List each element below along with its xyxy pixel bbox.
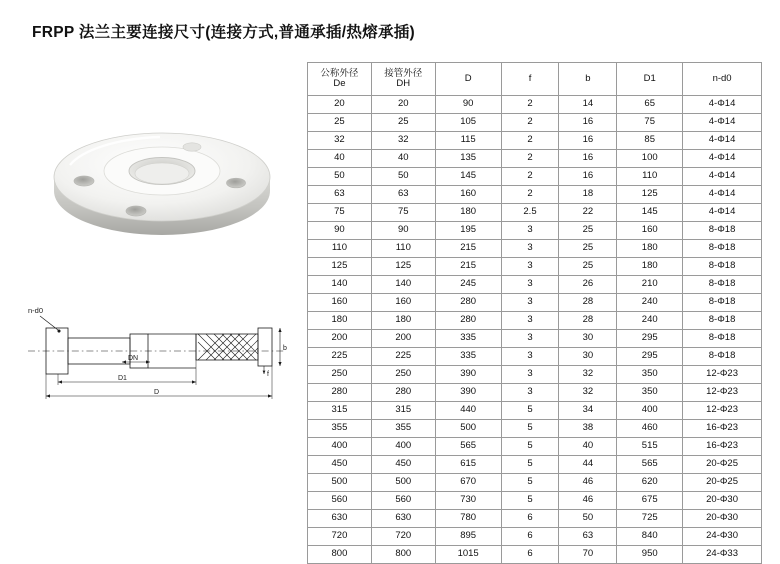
table-cell: 115: [435, 132, 501, 150]
table-cell: 63: [559, 528, 617, 546]
table-cell: 215: [435, 258, 501, 276]
table-cell: 1015: [435, 546, 501, 564]
table-cell: 800: [308, 546, 372, 564]
table-cell: 25: [308, 114, 372, 132]
table-cell: 20: [308, 96, 372, 114]
table-cell: 12-Φ23: [683, 366, 762, 384]
table-cell: 46: [559, 474, 617, 492]
table-cell: 720: [371, 528, 435, 546]
table-row: [308, 96, 762, 114]
table-column-header: [435, 63, 501, 96]
table-cell: 16: [559, 114, 617, 132]
column-header-line1: D1: [643, 72, 656, 84]
table-cell: 335: [435, 348, 501, 366]
table-cell: 245: [435, 276, 501, 294]
table-cell: 630: [308, 510, 372, 528]
table-cell: 620: [617, 474, 683, 492]
table-cell: 20-Φ30: [683, 492, 762, 510]
table-cell: 30: [559, 348, 617, 366]
table-cell: 16-Φ23: [683, 420, 762, 438]
table-cell: 8-Φ18: [683, 348, 762, 366]
table-cell: 110: [617, 168, 683, 186]
table-cell: 20-Φ30: [683, 510, 762, 528]
table-cell: 560: [371, 492, 435, 510]
table-cell: 14: [559, 96, 617, 114]
table-cell: 500: [308, 474, 372, 492]
table-cell: 160: [308, 294, 372, 312]
table-row: [308, 528, 762, 546]
column-header-line2: De: [333, 78, 346, 89]
table-column-header: [308, 63, 372, 96]
table-cell: 615: [435, 456, 501, 474]
column-header-line1: n-d0: [712, 72, 732, 84]
table-cell: 315: [308, 402, 372, 420]
table-cell: 8-Φ18: [683, 276, 762, 294]
table-cell: 63: [308, 186, 372, 204]
table-cell: 400: [308, 438, 372, 456]
table-cell: 50: [559, 510, 617, 528]
table-cell: 5: [501, 456, 559, 474]
table-cell: 22: [559, 204, 617, 222]
table-column-header: [501, 63, 559, 96]
table-cell: 5: [501, 492, 559, 510]
table-cell: 2.5: [501, 204, 559, 222]
table-cell: 8-Φ18: [683, 258, 762, 276]
flange-dimension-table: [307, 62, 762, 564]
table-cell: 32: [308, 132, 372, 150]
table-cell: 16-Φ23: [683, 438, 762, 456]
table-cell: 195: [435, 222, 501, 240]
table-cell: 4-Φ14: [683, 186, 762, 204]
table-cell: 565: [617, 456, 683, 474]
table-row: [308, 312, 762, 330]
drawing-label-b: b: [283, 345, 287, 352]
table-column-header: [683, 63, 762, 96]
table-cell: 5: [501, 420, 559, 438]
table-cell: 460: [617, 420, 683, 438]
table-row: [308, 510, 762, 528]
table-cell: 4-Φ14: [683, 168, 762, 186]
table-row: [308, 204, 762, 222]
table-column-header: [559, 63, 617, 96]
table-cell: 280: [435, 294, 501, 312]
table-cell: 3: [501, 222, 559, 240]
table-cell: 3: [501, 258, 559, 276]
table-row: [308, 240, 762, 258]
table-row: [308, 348, 762, 366]
table-row: [308, 150, 762, 168]
table-cell: 5: [501, 438, 559, 456]
table-cell: 70: [559, 546, 617, 564]
table-cell: 950: [617, 546, 683, 564]
table-cell: 160: [617, 222, 683, 240]
table-row: [308, 456, 762, 474]
table-cell: 16: [559, 168, 617, 186]
table-cell: 6: [501, 546, 559, 564]
table-cell: 25: [371, 114, 435, 132]
table-cell: 630: [371, 510, 435, 528]
drawing-label-d1: D1: [118, 375, 127, 382]
table-cell: 24-Φ33: [683, 546, 762, 564]
table-cell: 25: [559, 258, 617, 276]
table-cell: 5: [501, 474, 559, 492]
table-cell: 3: [501, 384, 559, 402]
table-cell: 355: [371, 420, 435, 438]
table-row: [308, 366, 762, 384]
table-cell: 3: [501, 276, 559, 294]
table-row: [308, 294, 762, 312]
table-cell: 6: [501, 510, 559, 528]
table-cell: 210: [617, 276, 683, 294]
table-cell: 3: [501, 330, 559, 348]
table-cell: 4-Φ14: [683, 150, 762, 168]
table-cell: 5: [501, 402, 559, 420]
table-cell: 28: [559, 312, 617, 330]
table-cell: 34: [559, 402, 617, 420]
flange-section-drawing: [18, 300, 293, 410]
table-row: [308, 384, 762, 402]
table-cell: 20-Φ25: [683, 456, 762, 474]
table-column-header: [371, 63, 435, 96]
page-title: FRPP 法兰主要连接尺寸(连接方式,普通承插/热熔承插): [32, 24, 416, 41]
table-cell: 8-Φ18: [683, 330, 762, 348]
table-cell: 140: [371, 276, 435, 294]
table-header: [308, 63, 762, 96]
table-row: [308, 438, 762, 456]
drawing-label-holes: n-d0: [28, 306, 44, 315]
table-cell: 280: [308, 384, 372, 402]
product-photo: [40, 95, 285, 250]
table-cell: 3: [501, 348, 559, 366]
table-cell: 295: [617, 330, 683, 348]
drawing-label-dn: DN: [128, 355, 139, 362]
column-header-line1: f: [528, 72, 532, 84]
table-cell: 350: [617, 366, 683, 384]
table-cell: 4-Φ14: [683, 204, 762, 222]
table-cell: 20-Φ25: [683, 474, 762, 492]
table-row: [308, 492, 762, 510]
table-body: [308, 96, 762, 564]
table-cell: 180: [617, 258, 683, 276]
table-cell: 675: [617, 492, 683, 510]
table-cell: 44: [559, 456, 617, 474]
table-cell: 400: [371, 438, 435, 456]
table-cell: 8-Φ18: [683, 294, 762, 312]
table-cell: 135: [435, 150, 501, 168]
table-cell: 450: [308, 456, 372, 474]
technical-drawing: [18, 300, 293, 410]
table-cell: 16: [559, 150, 617, 168]
drawing-label-d: D: [154, 389, 160, 396]
table-cell: 3: [501, 240, 559, 258]
table-cell: 65: [617, 96, 683, 114]
table-cell: 40: [308, 150, 372, 168]
table-cell: 12-Φ23: [683, 402, 762, 420]
table-cell: 160: [435, 186, 501, 204]
table-cell: 145: [435, 168, 501, 186]
table-cell: 200: [371, 330, 435, 348]
table-cell: 800: [371, 546, 435, 564]
table-row: [308, 258, 762, 276]
table-cell: 4-Φ14: [683, 96, 762, 114]
table-cell: 670: [435, 474, 501, 492]
table-cell: 225: [308, 348, 372, 366]
table-cell: 38: [559, 420, 617, 438]
table-cell: 560: [308, 492, 372, 510]
table-cell: 240: [617, 294, 683, 312]
table-cell: 32: [559, 366, 617, 384]
table-cell: 18: [559, 186, 617, 204]
table-cell: 40: [371, 150, 435, 168]
table-cell: 250: [308, 366, 372, 384]
table-cell: 500: [435, 420, 501, 438]
table-cell: 240: [617, 312, 683, 330]
table-cell: 250: [371, 366, 435, 384]
table-cell: 3: [501, 294, 559, 312]
table-cell: 8-Φ18: [683, 240, 762, 258]
table-cell: 46: [559, 492, 617, 510]
table-cell: 125: [308, 258, 372, 276]
table-cell: 730: [435, 492, 501, 510]
table-row: [308, 132, 762, 150]
table-row: [308, 546, 762, 564]
table-row: [308, 402, 762, 420]
table-cell: 2: [501, 186, 559, 204]
table-row: [308, 330, 762, 348]
table-cell: 25: [559, 222, 617, 240]
table-cell: 25: [559, 240, 617, 258]
table-row: [308, 420, 762, 438]
frpp-flange-illustration: [40, 95, 285, 250]
column-header-line1: 公称外径: [320, 67, 359, 79]
table-cell: 28: [559, 294, 617, 312]
spec-table-container: [307, 62, 762, 564]
table-cell: 780: [435, 510, 501, 528]
table-cell: 720: [308, 528, 372, 546]
table-cell: 75: [617, 114, 683, 132]
table-cell: 350: [617, 384, 683, 402]
table-cell: 450: [371, 456, 435, 474]
table-cell: 145: [617, 204, 683, 222]
table-cell: 50: [371, 168, 435, 186]
table-cell: 200: [308, 330, 372, 348]
table-cell: 160: [371, 294, 435, 312]
table-cell: 335: [435, 330, 501, 348]
table-cell: 2: [501, 96, 559, 114]
table-cell: 90: [371, 222, 435, 240]
table-cell: 85: [617, 132, 683, 150]
table-cell: 180: [308, 312, 372, 330]
table-cell: 565: [435, 438, 501, 456]
table-cell: 63: [371, 186, 435, 204]
table-cell: 280: [371, 384, 435, 402]
table-header-row: [308, 63, 762, 96]
table-cell: 90: [435, 96, 501, 114]
table-cell: 400: [617, 402, 683, 420]
table-cell: 2: [501, 132, 559, 150]
table-row: [308, 186, 762, 204]
table-cell: 105: [435, 114, 501, 132]
table-cell: 75: [308, 204, 372, 222]
table-cell: 90: [308, 222, 372, 240]
table-cell: 8-Φ18: [683, 312, 762, 330]
table-cell: 215: [435, 240, 501, 258]
table-cell: 50: [308, 168, 372, 186]
table-cell: 180: [617, 240, 683, 258]
table-cell: 355: [308, 420, 372, 438]
drawing-label-f: f: [267, 371, 269, 378]
column-header-line1: 接管外径: [384, 67, 423, 79]
table-cell: 125: [617, 186, 683, 204]
table-row: [308, 276, 762, 294]
table-cell: 840: [617, 528, 683, 546]
table-cell: 40: [559, 438, 617, 456]
table-row: [308, 168, 762, 186]
table-cell: 180: [371, 312, 435, 330]
table-cell: 500: [371, 474, 435, 492]
table-cell: 390: [435, 384, 501, 402]
table-cell: 32: [559, 384, 617, 402]
table-cell: 2: [501, 168, 559, 186]
table-row: [308, 222, 762, 240]
table-row: [308, 114, 762, 132]
table-column-header: [617, 63, 683, 96]
table-cell: 4-Φ14: [683, 132, 762, 150]
table-cell: 315: [371, 402, 435, 420]
table-cell: 100: [617, 150, 683, 168]
table-cell: 390: [435, 366, 501, 384]
table-cell: 30: [559, 330, 617, 348]
table-cell: 515: [617, 438, 683, 456]
table-cell: 20: [371, 96, 435, 114]
table-cell: 24-Φ30: [683, 528, 762, 546]
table-cell: 16: [559, 132, 617, 150]
table-cell: 3: [501, 312, 559, 330]
table-cell: 440: [435, 402, 501, 420]
table-cell: 75: [371, 204, 435, 222]
table-cell: 110: [308, 240, 372, 258]
table-cell: 125: [371, 258, 435, 276]
table-cell: 280: [435, 312, 501, 330]
table-cell: 2: [501, 114, 559, 132]
table-cell: 725: [617, 510, 683, 528]
table-cell: 12-Φ23: [683, 384, 762, 402]
column-header-line1: D: [464, 72, 472, 84]
column-header-line2: DH: [396, 78, 411, 89]
table-cell: 140: [308, 276, 372, 294]
table-cell: 180: [435, 204, 501, 222]
column-header-line1: b: [585, 72, 591, 84]
table-cell: 6: [501, 528, 559, 546]
table-cell: 32: [371, 132, 435, 150]
table-cell: 295: [617, 348, 683, 366]
table-cell: 26: [559, 276, 617, 294]
table-cell: 4-Φ14: [683, 114, 762, 132]
table-cell: 110: [371, 240, 435, 258]
table-cell: 895: [435, 528, 501, 546]
table-cell: 8-Φ18: [683, 222, 762, 240]
table-cell: 2: [501, 150, 559, 168]
table-row: [308, 474, 762, 492]
table-cell: 3: [501, 366, 559, 384]
table-cell: 225: [371, 348, 435, 366]
